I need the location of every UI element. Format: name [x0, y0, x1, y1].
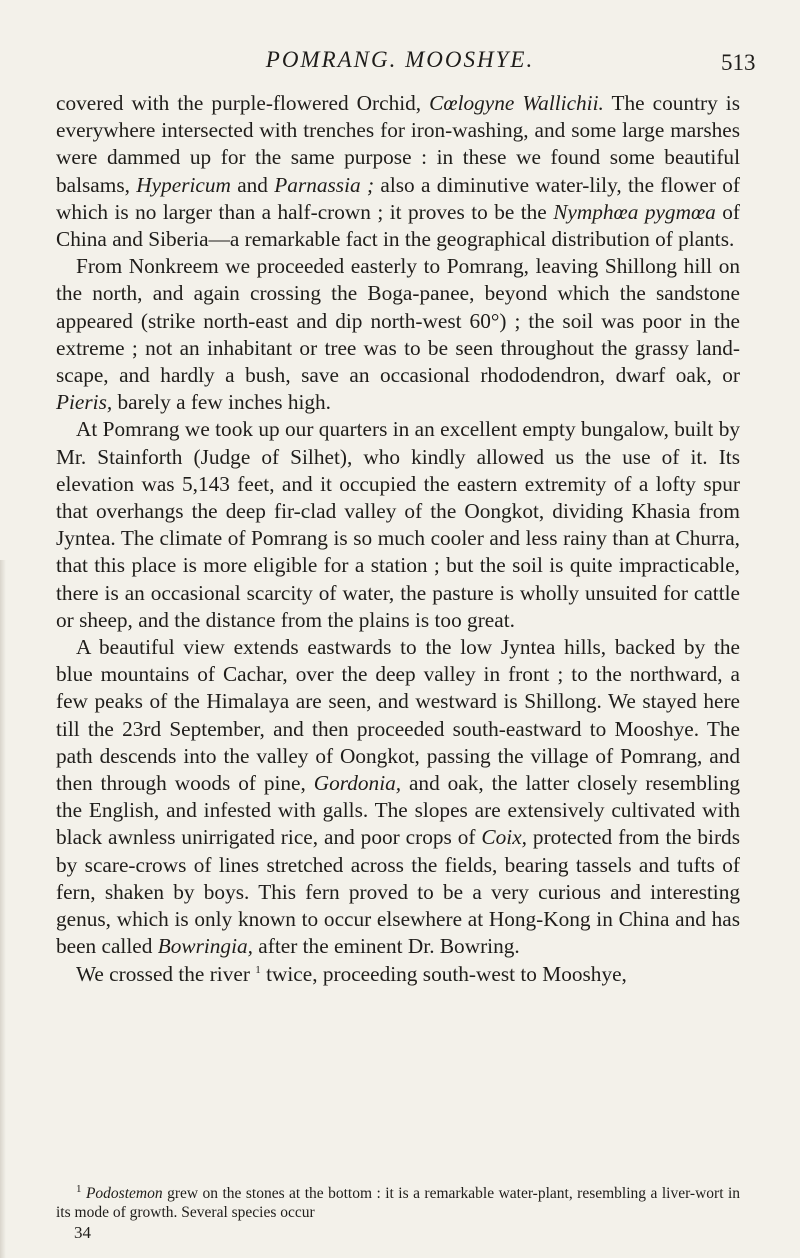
italic-term: Parnassia ;: [274, 172, 375, 197]
paragraph: [56, 416, 740, 634]
text-run: and: [230, 172, 275, 197]
text-run: after the eminent Dr. Bowring.: [252, 934, 520, 959]
footnote: [56, 1184, 740, 1222]
italic-term: Coix,: [481, 825, 527, 850]
paragraph: [56, 634, 740, 960]
text-run: grew on the stones at the bottom : it is a remarkable water-plant, resembling a liver-wort in its mode of growth. Several species occur: [56, 1185, 741, 1221]
text-run: also a diminutive water-lily, the flower of which is no larger than a half-crown ; it proves to be the: [56, 172, 740, 224]
text-run: covered with the purple-flowered Orchid,: [56, 91, 430, 115]
text-run: From Nonkreem we proceeded easterly to Pomrang, leaving Shillong hill on the north, and again crossing the Boga-panee, beyond which the sandstone appeared (strike north-east and dip north-west 60°) ; the soil was poor in the extreme ; not an inhabitant or tree was to be seen throughout the grassy land-scape, and hardly a bush, save an occasional rhododendron, dwarf oak, or: [56, 254, 740, 388]
footnote-marker: 1: [76, 1182, 82, 1195]
italic-term: Podostemon: [85, 1185, 163, 1202]
paragraph: [56, 961, 740, 988]
text-run: twice, proceeding south-west to Mooshye,: [260, 961, 627, 986]
italic-term: Pieris,: [56, 390, 113, 415]
paragraph: [56, 90, 740, 253]
text-run: and oak, the latter closely resembling the English, and infested with galls. The slopes are extensively cultivated with black awnless unirrigated rice, and poor crops of: [56, 771, 740, 850]
italic-term: Bowringia,: [157, 934, 253, 959]
text-run: The country is everywhere intersected with trenches for iron-washing, and some large marshes were dammed up for the same purpose : in these we found some beautiful balsams,: [56, 91, 740, 197]
text-run: At Pomrang we took up our quarters in an excellent empty bungalow, built by Mr. Stainforth (Judge of Silhet), who kindly allowed us the use of it. Its elevation was 5,143 feet, and it occupied the eastern extremity of a lofty spur that overhangs the deep fir-clad valley of the Oongkot, dividing Khasia from Jyntea. The climate of Pomrang is so much cooler and less rainy than at Churra, that this place is more eligible for a station ; but the soil is quite impracticable, there is an occasional scarcity of water, the pasture is wholly unsuited for cattle or sheep, and the distance from the plains is too great.: [56, 417, 740, 632]
italic-term: Cœlogyne Wallichii.: [429, 91, 604, 115]
text-run: protected from the birds by scare-crows of lines stretched across the fields, bearing tassels and tufts of fern, shaken by boys. This fern proved to be a very curious and interesting genus, which is only known to occur elsewhere at Hong-Kong in China and has been called: [56, 825, 740, 959]
footnote-marker: 1: [255, 963, 261, 976]
page-number: 513: [721, 50, 756, 75]
italic-term: Nymphœa pygmœa: [553, 199, 716, 224]
italic-term: Gordonia,: [313, 771, 402, 796]
text-run: We crossed the river: [76, 961, 256, 986]
scan-edge-shadow: [0, 560, 6, 1258]
running-head: POMRANG. MOOSHYE.: [265, 47, 535, 72]
signature-mark: 34: [74, 1223, 91, 1242]
italic-term: Hypericum: [136, 172, 231, 197]
text-run: A beautiful view extends eastwards to the low Jyntea hills, backed by the blue mountains of Cachar, over the deep valley in front ; to the northward, a few peaks of the Himalaya are seen, and westward is Shillong. We stayed here till the 23rd September, and then proceeded south-eastward to Mooshye. The path descends into the valley of Oongkot, passing the village of Pomrang, and then through woods of pine,: [56, 635, 740, 796]
body-text: [56, 90, 740, 988]
paragraph: [56, 253, 740, 416]
text-run: of China and Siberia—a remarkable fact in the geographical distribution of plants.: [56, 199, 740, 252]
text-run: barely a few inches high.: [112, 390, 332, 415]
